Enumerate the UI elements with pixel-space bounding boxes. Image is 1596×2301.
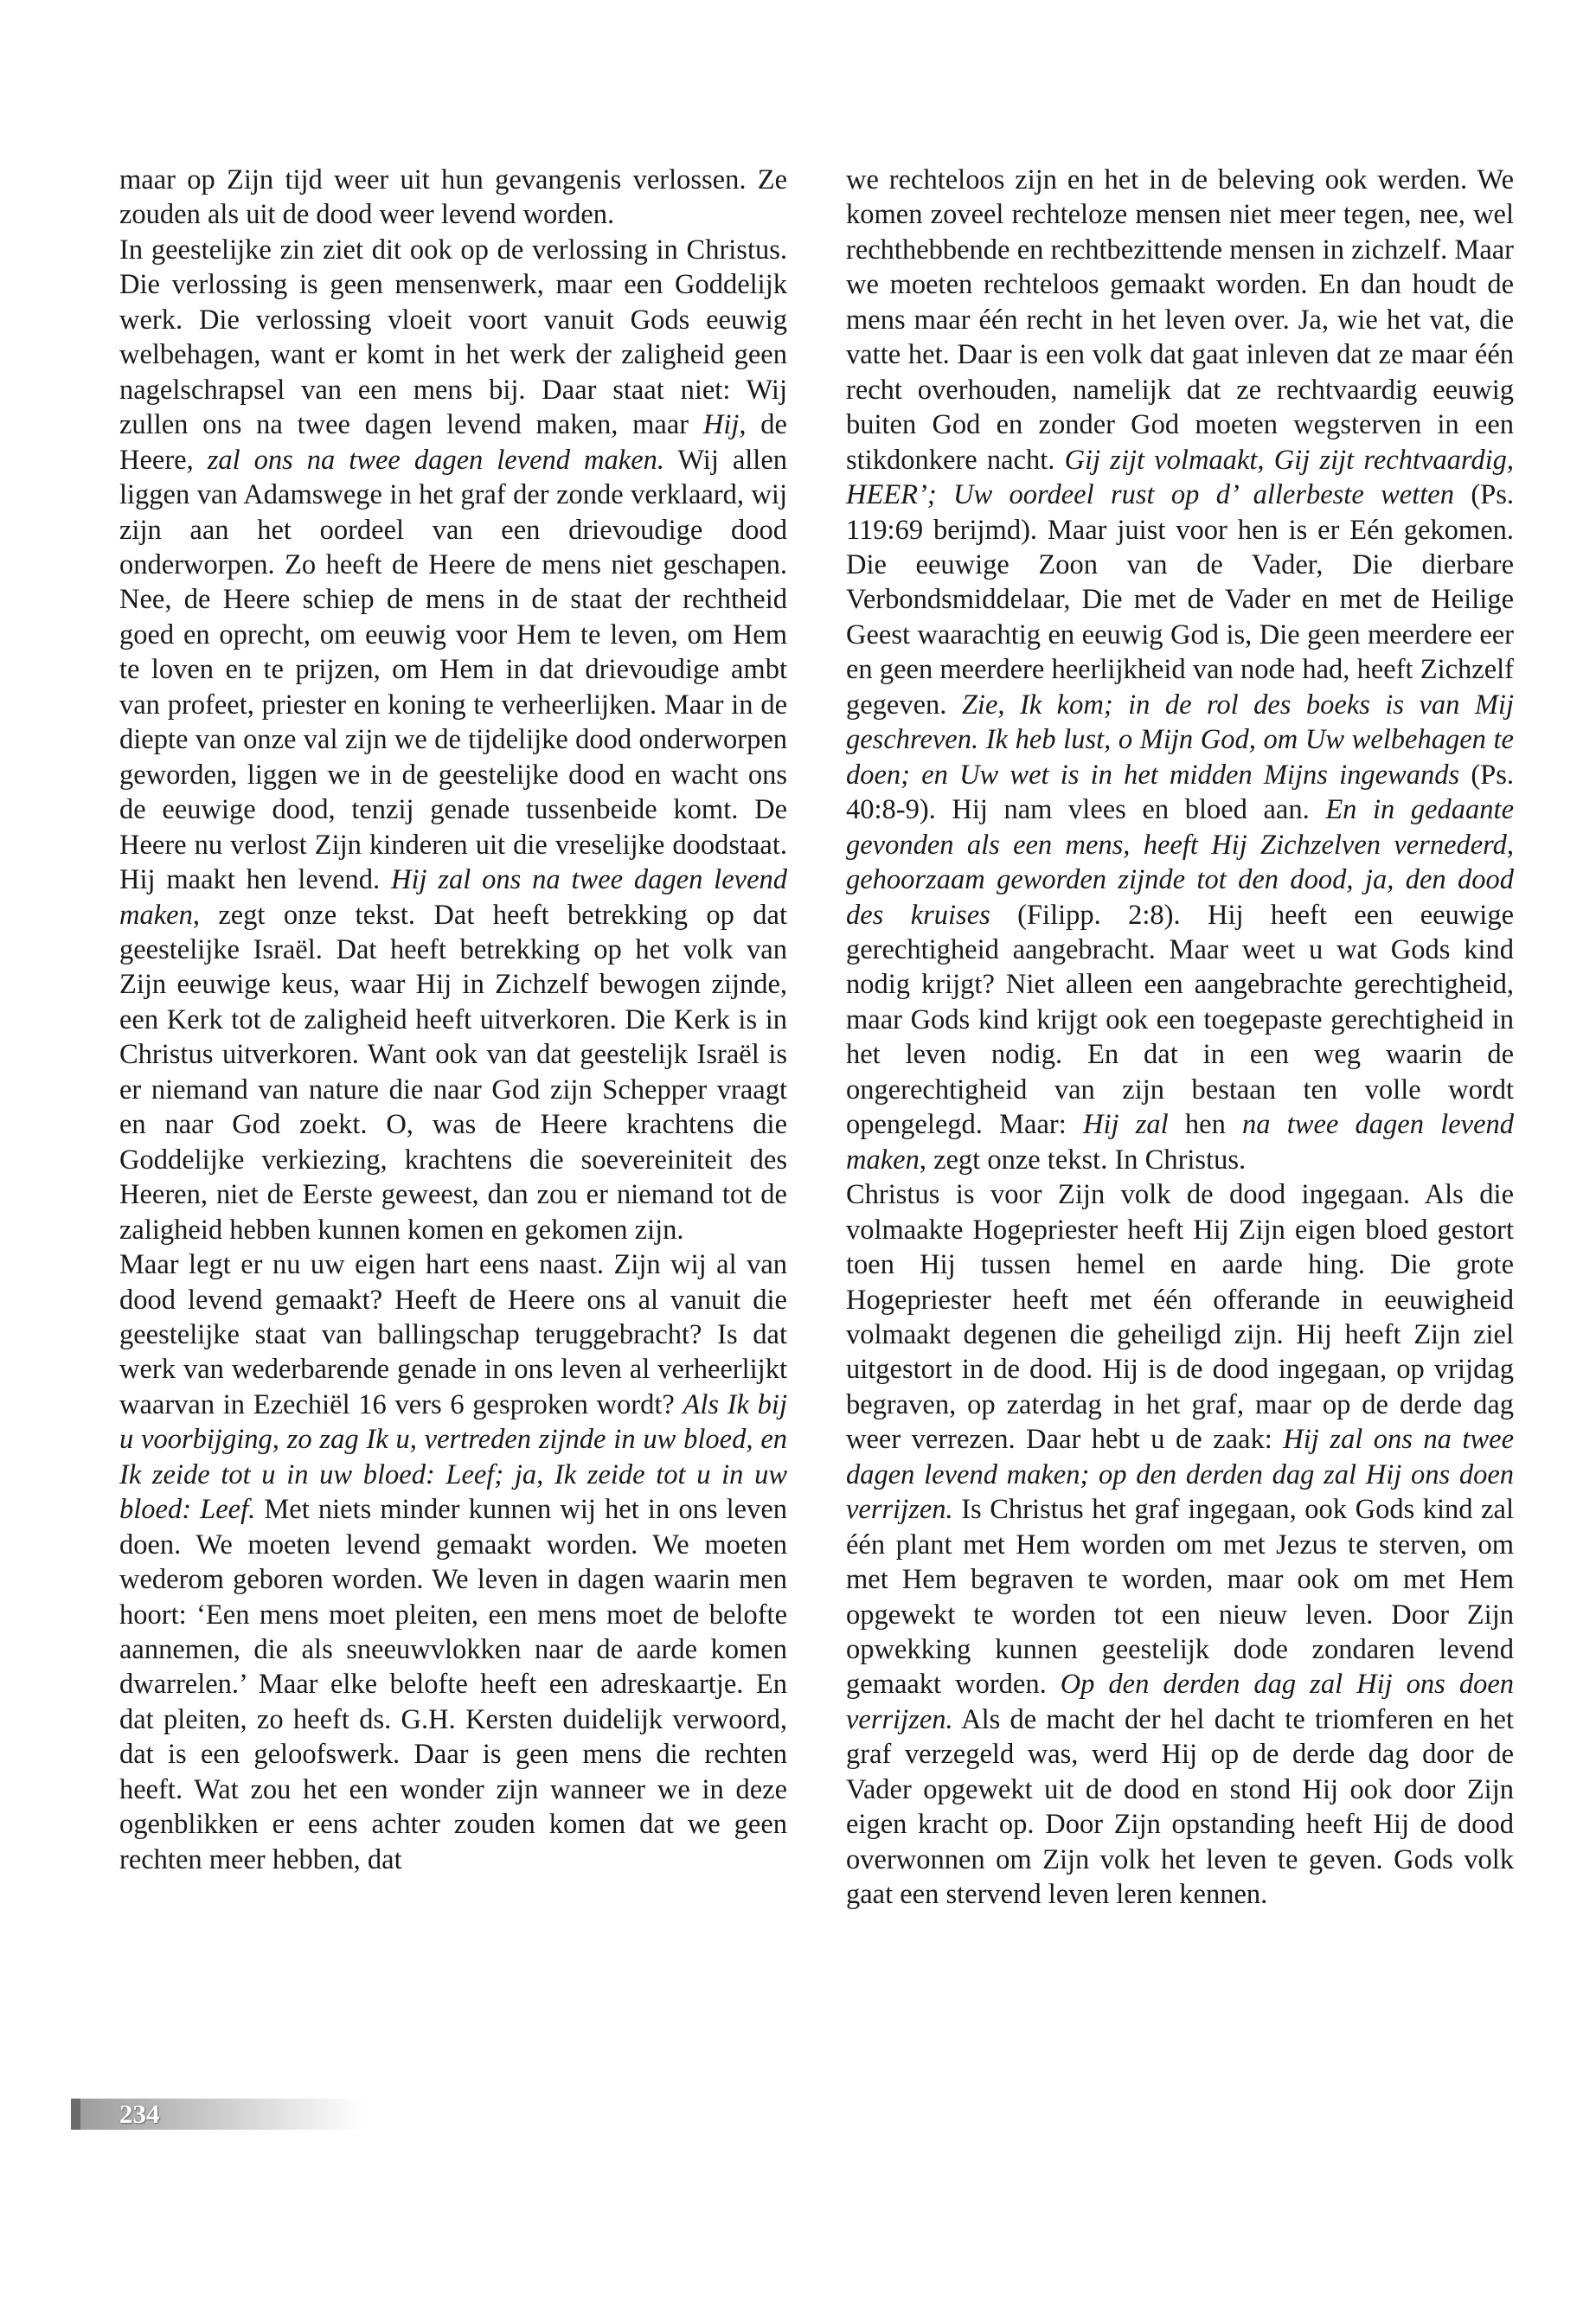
italic-quote: Hij zal ons na twee dagen levend maken; op den derden dag zal Hij ons doen verrijzen. bbox=[846, 1424, 1514, 1526]
italic-quote: En in gedaante gevonden als een mens, heeft Hij Zichzelven vernederd, gehoorzaam geworden zijnde tot den dood, ja, den dood des kruises bbox=[846, 794, 1515, 931]
text-run: we rechteloos zijn en het in de beleving ook werden. We komen zoveel rechteloze mensen niet meer tegen, nee, wel rechthebbende en rechtbezittende mensen in zichzelf. Maar we moeten rechteloos gemaakt worden. En dan houdt de mens maar één recht in het leven over. Ja, wie het vat, die vatte het. Daar is een volk dat gaat inleven dat ze maar één recht overhouden, namelijk dat ze rechtvaardig eeuwig buiten God en zonder God moeten wegsterven in een stikdonkere nacht. bbox=[846, 164, 1514, 476]
italic-quote: na twee dagen levend maken bbox=[846, 1109, 1514, 1176]
text-run: Christus is voor Zijn volk de dood ingegaan. Als die volmaakte Hogepriester heeft Hij Zijn eigen bloed gestort toen Hij tussen hemel en aarde hing. Die grote Hogepriester heeft met één offerande in eeuwigheid volmaakt degenen die geheiligd zijn. Hij heeft Zijn ziel uitgestort in de dood. Hij is de dood ingegaan, op vrijdag begraven, op zaterdag in het graf, maar op de derde dag weer verrezen. Daar hebt u de zaak: bbox=[846, 1179, 1514, 1456]
text-run: , zegt onze tekst. In Christus. bbox=[919, 1144, 1247, 1176]
italic-quote: Als Ik bij u voorbijging, zo zag Ik u, vertreden zijnde in uw bloed, en Ik zeide tot u in uw bloed: Leef; ja, Ik zeide tot u in uw bloed: Leef. bbox=[119, 1388, 787, 1526]
paragraph bbox=[119, 233, 787, 1247]
paragraph bbox=[119, 1247, 787, 1877]
text-run: Is Christus het graf ingegaan, ook Gods kind zal één plant met Hem worden om met Jezus te sterven, om met Hem begraven te worden, maar ook om met Hem opgewekt te worden tot een nieuw leven. Door Zijn opwekking kunnen geestelijk dode zondaren levend gemaakt worden. bbox=[846, 1494, 1514, 1701]
italic-quote: Zie, Ik kom; in de rol des boeks is van Mij geschreven. Ik heb lust, o Mijn God, om Uw welbehagen te doen; en Uw wet is in het midden Mijns ingewands bbox=[846, 689, 1514, 791]
right-column bbox=[846, 163, 1514, 1913]
italic-quote: Hij bbox=[702, 409, 740, 441]
italic-quote: Gij zijt volmaakt, Gij zijt rechtvaardig, HEER’; Uw oordeel rust op d’ allerbeste wetten bbox=[846, 444, 1514, 511]
text-run: (Filipp. 2:8). Hij heeft een eeuwige gerechtigheid aangebracht. Maar weet u wat Gods kind nodig krijgt? Niet alleen een aangebrachte gerechtigheid, maar Gods kind krijgt ook een toegepaste gerechtigheid in het leven nodig. En dat in een weg waarin de ongerechtigheid van zijn bestaan ten volle wordt opengelegd. Maar: bbox=[846, 899, 1514, 1141]
paragraph bbox=[846, 163, 1514, 1177]
text-run: Maar legt er nu uw eigen hart eens naast. Zijn wij al van dood levend gemaakt? Heeft de Heere ons al vanuit die geestelijke staat van ballingschap teruggebracht? Is dat werk van wederbarende genade in ons leven al verheerlijkt waarvan in Ezechiël 16 vers 6 gesproken wordt? bbox=[119, 1249, 787, 1420]
page-number: 234 bbox=[119, 2099, 160, 2129]
page-number-accent-bar bbox=[71, 2099, 80, 2130]
italic-quote: Hij zal bbox=[1082, 1109, 1169, 1141]
text-run: maar op Zijn tijd weer uit hun gevangenis verlossen. Ze zouden als uit de dood weer levend worden. bbox=[119, 164, 787, 231]
italic-quote: Op den derden dag zal Hij ons doen verrijzen. bbox=[846, 1669, 1514, 1735]
text-run: (Ps. 40:8-9). Hij nam vlees en bloed aan. bbox=[846, 759, 1514, 826]
left-column bbox=[119, 163, 787, 1877]
text-run: hen bbox=[1168, 1109, 1243, 1141]
text-run: In geestelijke zin ziet dit ook op de verlossing in Christus. Die verlossing is geen mensenwerk, maar een Goddelijk werk. Die verlossing vloeit voort vanuit Gods eeuwig welbehagen, want er komt in het werk der zaligheid geen nagelschrapsel van een mens bij. Daar staat niet: Wij zullen ons na twee dagen levend maken, maar bbox=[119, 234, 787, 441]
text-run: Als de macht der hel dacht te triomferen en het graf verzegeld was, werd Hij op de derde dag door de Vader opgewekt uit de dood en stond Hij ook door Zijn eigen kracht op. Door Zijn opstanding heeft Hij de dood overwonnen om Zijn volk het leven te geven. Gods volk gaat een stervend leven leren kennen. bbox=[846, 1703, 1514, 1911]
italic-quote: zal ons na twee dagen levend maken. bbox=[207, 444, 664, 476]
text-run: , de Heere, bbox=[119, 409, 787, 476]
text-run: Wij allen liggen van Adamswege in het graf der zonde verklaard, wij zijn aan het oordeel van een drievoudige dood onderworpen. Zo heeft de Heere de mens niet geschapen. Nee, de Heere schiep de mens in de staat der rechtheid goed en oprecht, om eeuwig voor Hem te leven, om Hem te loven en te prijzen, om Hem in dat drievoudige ambt van profeet, priester en koning te verheerlijken. Maar in de diepte van onze val zijn we de tijdelijke dood onderworpen geworden, liggen we in de geestelijke dood en wacht ons de eeuwige dood, tenzij genade tussenbeide komt. De Heere nu verlost Zijn kinderen uit die vreselijke doodstaat. Hij maakt hen levend. bbox=[119, 444, 787, 896]
text-run: , zegt onze tekst. Dat heeft betrekking op dat geestelijke Israël. Dat heeft betrekking op het volk van Zijn eeuwige keus, waar Hij in Zichzelf bewogen zijnde, een Kerk tot de zaligheid heeft uitverkoren. Die Kerk is in Christus uitverkoren. Want ook van dat geestelijk Israël is er niemand van nature die naar God zijn Schepper vraagt en naar God zoekt. O, was de Heere krachtens die Goddelijke verkiezing, krachtens die soevereiniteit des Heeren, niet de Eerste geweest, dan zou er niemand tot de zaligheid hebben kunnen komen en gekomen zijn. bbox=[119, 899, 787, 1246]
italic-quote: Hij zal ons na twee dagen levend maken bbox=[119, 864, 787, 931]
paragraph bbox=[846, 1177, 1514, 1913]
text-run: (Ps. 119:69 berijmd). Maar juist voor hen is er Eén gekomen. Die eeuwige Zoon van de Vader, Die dierbare Verbondsmiddelaar, Die met de Vader en met de Heilige Geest waarachtig en eeuwig God is, Die geen meerdere eer en geen meerdere heerlijkheid van node had, heeft Zichzelf gegeven. bbox=[846, 479, 1515, 721]
paragraph bbox=[119, 163, 787, 233]
text-run: Met niets minder kunnen wij het in ons leven doen. We moeten levend gemaakt worden. We moeten wederom geboren worden. We leven in dagen waarin men hoort: ‘Een mens moet pleiten, een mens moet de belofte aannemen, die als sneeuwvlokken naar de aarde komen dwarrelen.’ Maar elke belofte heeft een adreskaartje. En dat pleiten, zo heeft ds. G.H. Kersten duidelijk verwoord, dat is een geloofswerk. Daar is geen mens die rechten heeft. Wat zou het een wonder zijn wanneer we in deze ogenblikken er eens achter zouden komen dat we geen rechten meer hebben, dat bbox=[119, 1494, 787, 1875]
page-number-tab bbox=[71, 2099, 365, 2130]
